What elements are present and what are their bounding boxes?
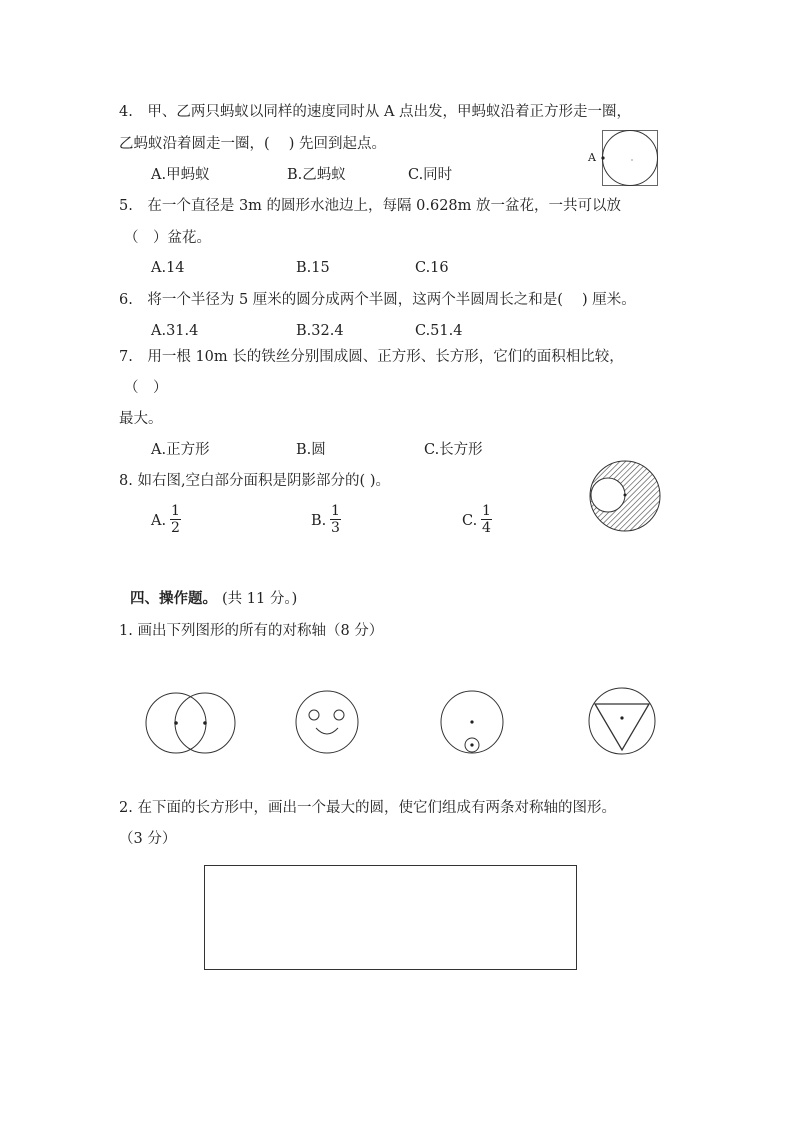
q4-figure-label: A — [588, 151, 596, 164]
q5-option-c: C.16 — [415, 260, 449, 276]
section-title: 四、操作题。 — [130, 590, 217, 607]
section4-q2-line1: 2. 在下面的长方形中，画出一个最大的圆，使它们组成有两条对称轴的图形。 — [119, 800, 616, 816]
q6-option-a: A.31.4 — [151, 323, 199, 339]
q6-option-b: B.32.4 — [296, 323, 344, 339]
shaded-circle-figure — [588, 459, 662, 533]
q8-option-a-prefix: A. — [151, 513, 167, 529]
smiley-face-figure — [293, 688, 361, 756]
fraction-numerator: 1 — [482, 503, 491, 519]
section-score: (共 11 分。) — [222, 591, 298, 607]
q8-option-b-prefix: B. — [311, 513, 327, 529]
q4-option-a: A.甲蚂蚁 — [151, 167, 210, 183]
q5-text-line1: 5. 在一个直径是 3m 的圆形水池边上，每隔 0.628m 放一盆花，一共可以放 — [119, 198, 622, 214]
q6-option-c: C.51.4 — [415, 323, 463, 339]
q8-text-line1: 8. 如右图,空白部分面积是阴影部分的( )。 — [119, 473, 390, 489]
q4-option-b: B.乙蚂蚁 — [287, 167, 346, 183]
fraction-numerator: 1 — [331, 503, 340, 519]
q4-text-line1: 4. 甲、乙两只蚂蚁以同样的速度同时从 A 点出发，甲蚂蚁沿着正方形走一圈， — [119, 104, 632, 120]
q5-option-b: B.15 — [296, 260, 330, 276]
q8-option-c-prefix: C. — [462, 513, 478, 529]
q7-option-c: C.长方形 — [424, 442, 483, 458]
fraction-denominator: 3 — [331, 520, 340, 536]
q5-text-line2: （ ）盆花。 — [124, 230, 211, 246]
q7-text-line1: 7. 用一根 10m 长的铁丝分别围成圆、正方形、长方形，它们的面积相比较， — [119, 349, 624, 365]
square-circle-figure — [602, 130, 658, 186]
section4-q1: 1. 画出下列图形的所有的对称轴（8 分） — [119, 623, 384, 639]
q7-option-a: A.正方形 — [151, 442, 210, 458]
q4-text-line2: 乙蚂蚁沿着圆走一圈，( ) 先回到起点。 — [119, 136, 387, 152]
q7-text-line3: 最大。 — [119, 411, 163, 427]
q5-option-a: A.14 — [151, 260, 185, 276]
q8-option-a-fraction — [170, 503, 181, 536]
section4-q2-line2: （3 分） — [119, 831, 177, 847]
drawing-rectangle — [204, 865, 578, 971]
q4-option-c: C.同时 — [408, 167, 453, 183]
q8-option-c-fraction — [481, 503, 492, 536]
circle-with-small-circle-figure — [438, 688, 506, 756]
q8-option-b-fraction — [330, 503, 341, 536]
circle-with-triangle-figure — [587, 686, 657, 756]
q7-option-b: B.圆 — [296, 442, 326, 458]
q6-text-line1: 6. 将一个半径为 5 厘米的圆分成两个半圆，这两个半圆周长之和是( ) 厘米。 — [119, 292, 636, 308]
fraction-denominator: 2 — [171, 520, 180, 536]
two-overlapping-circles-figure — [144, 690, 238, 756]
fraction-denominator: 4 — [482, 520, 491, 536]
fraction-numerator: 1 — [171, 503, 180, 519]
q7-text-line2: （ ） — [124, 380, 168, 396]
